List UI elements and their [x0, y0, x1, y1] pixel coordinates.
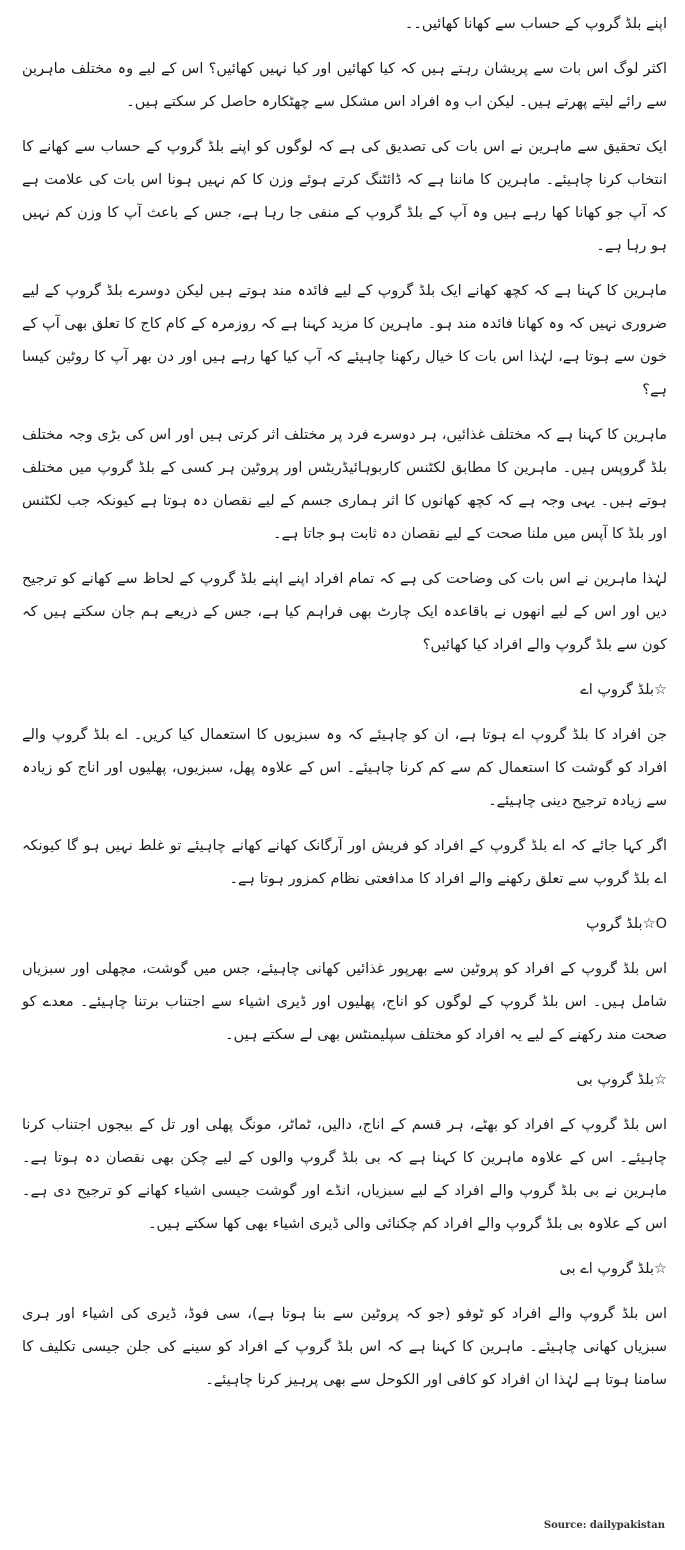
- article-paragraph: ماہرین کا کہنا ہے کہ مختلف غذائیں، ہر دوسرے فرد پر مختلف اثر کرتی ہیں اور اس کی بڑی وجہ مختلف بلڈ گروپس ہیں۔ ماہرین کا مطابق لکٹنس کاربوہائیڈریٹس اور پروٹین ہر کسی کے بلڈ گروپ میں مختلف ہوتے ہیں۔ یہی وجہ ہے کہ کچھ کھانوں کا اثر ہماری جسم کے لیے نقصان دہ ہوتا ہے کیونکہ جب لکٹنس اور بلڈ کا آپس میں ملنا صحت کے لیے نقصان دہ ثابت ہو جاتا ہے۔: [22, 427, 667, 542]
- section-paragraph: اس بلڈ گروپ والے افراد کو ٹوفو (جو کہ پروٹین سے بنا ہوتا ہے)، سی فوڈ، ڈیری کی اشیاء اور ہری سبزیاں کھانی چاہیئے۔ ماہرین کا کہنا ہے کہ اس بلڈ گروپ کے افراد کو سینے کی جلن جیسی تکلیف کا سامنا ہوتا ہے لہٰذا ان افراد کو کافی اور الکوحل سے بھی پرہیز کرنا چاہیئے۔: [22, 1306, 667, 1388]
- article: [22, 8, 667, 1409]
- section-heading-blood-group-o: O☆بلڈ گروپ: [585, 916, 667, 932]
- section-heading-blood-group-ab: ☆بلڈ گروپ اے بی: [559, 1261, 667, 1277]
- article-paragraph: ایک تحقیق سے ماہرین نے اس بات کی تصدیق کی ہے کہ لوگوں کو اپنے بلڈ گروپ کے حساب سے کھانے کا انتخاب کرنا چاہیئے۔ ماہرین کا ماننا ہے کہ ڈائٹنگ کرتے ہوئے وزن کا کم نہیں ہونا اس بات کی علامت ہے کہ آپ جو کھانا کھا رہے ہیں وہ آپ کے بلڈ گروپ کے منفی جا رہا ہے، جس کے باعث آپ کا وزن کم نہیں ہو رہا ہے۔: [22, 139, 667, 254]
- section-paragraph: اس بلڈ گروپ کے افراد کو بھٹے، ہر قسم کے اناج، دالیں، ٹماٹر، مونگ پھلی اور تل کے بیجوں اجتناب کرنا چاہیئے۔ اس کے علاوہ ماہرین کا کہنا ہے کہ بی بلڈ گروپ والوں کے لیے چکن بھی نقصان دہ ہوتا ہے۔ ماہرین نے بی بلڈ گروپ والے افراد کے لیے سبزیاں، انڈے اور گوشت جیسی اشیاء کھانے کو ترجیح دی ہے۔ اس کے علاوہ بی بلڈ گروپ والے افراد کم چکنائی والی ڈیری اشیاء بھی کھا سکتے ہیں۔: [22, 1117, 667, 1232]
- section-heading-blood-group-b: ☆بلڈ گروپ بی: [576, 1072, 667, 1088]
- section-paragraph: اس بلڈ گروپ کے افراد کو پروٹین سے بھرپور غذائیں کھانی چاہیئے، جس میں گوشت، مچھلی اور سبزیاں شامل ہیں۔ اس بلڈ گروپ کے لوگوں کو اناج، پھلیوں اور ڈیری اشیاء سے اجتناب برتنا چاہیئے۔ معدے کو صحت مند رکھنے کے لیے یہ افراد کو مختلف سپلیمنٹس بھی لے سکتے ہیں۔: [22, 961, 667, 1043]
- source-credit: Source: dailypakistan: [543, 1520, 665, 1531]
- article-paragraph: ماہرین کا کہنا ہے کہ کچھ کھانے ایک بلڈ گروپ کے لیے فائدہ مند ہوتے ہیں لیکن دوسرے بلڈ گروپ کے لیے ضروری نہیں کہ وہ کھانا فائدہ مند ہو۔ ماہرین کا مزید کہنا ہے کہ روزمرہ کے کام کاج کا تعلق بھی آپ کے خون سے ہوتا ہے، لہٰذا اس بات کا خیال رکھنا چاہیئے کہ آپ کیا کھا رہے ہیں اور دن بھر آپ کا روٹین کیسا ہے؟: [22, 283, 667, 398]
- section-paragraph: اگر کہا جائے کہ اے بلڈ گروپ کے افراد کو فریش اور آرگانک کھانے کھانے چاہیئے تو غلط نہیں ہو گا کیونکہ اے بلڈ گروپ سے تعلق رکھنے والے افراد کا مدافعتی نظام کمزور ہوتا ہے۔: [22, 838, 667, 887]
- article-paragraph: لہٰذا ماہرین نے اس بات کی وضاحت کی ہے کہ تمام افراد اپنے اپنے بلڈ گروپ کے لحاظ سے کھانے کو ترجیح دیں اور اس کے لیے انھوں نے باقاعدہ ایک چارٹ بھی فراہم کیا ہے، جس کے ذریعے ہم جان سکتے ہیں کہ کون سے بلڈ گروپ والے افراد کیا کھائیں؟: [22, 571, 667, 653]
- section-heading-blood-group-a: ☆بلڈ گروپ اے: [580, 682, 667, 698]
- section-paragraph: جن افراد کا بلڈ گروپ اے ہوتا ہے، ان کو چاہیئے کہ وہ سبزیوں کا استعمال کیا کریں۔ اے بلڈ گروپ والے افراد کو گوشت کا استعمال کم سے کم کرنا چاہیئے۔ اس کے علاوہ پھل، سبزیوں، پھلیوں اور اناج کو زیادہ سے زیادہ ترجیح دینی چاہیئے۔: [22, 727, 667, 809]
- intro-heading: اپنے بلڈ گروپ کے حساب سے کھانا کھائیں۔۔: [404, 16, 667, 32]
- article-paragraph: اکثر لوگ اس بات سے پریشان رہتے ہیں کہ کیا کھائیں اور کیا نہیں کھائیں؟ اس کے لیے وہ مختلف ماہرین سے رائے لیتے پھرتے ہیں۔ لیکن اب وہ افراد اس مشکل سے چھٹکارہ حاصل کر سکتے ہیں۔: [22, 61, 667, 110]
